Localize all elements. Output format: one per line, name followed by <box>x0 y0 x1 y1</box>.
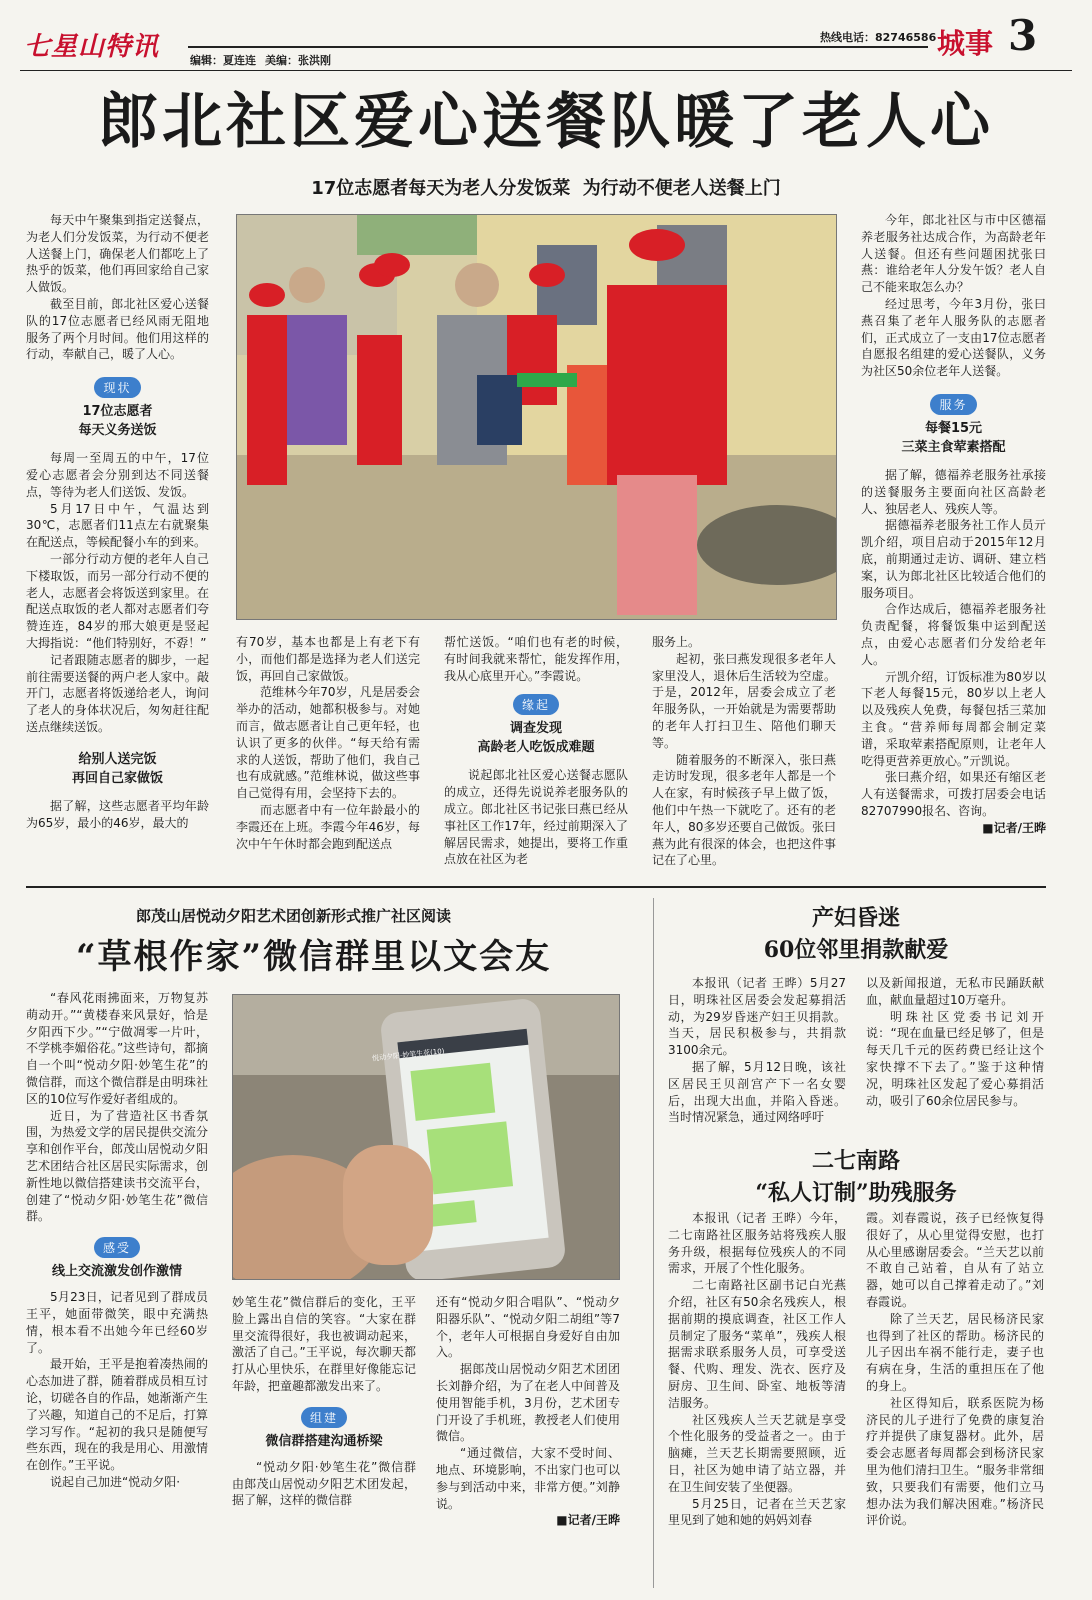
story4-headline-line: 二七南路 <box>811 1148 900 1174</box>
story2-paragraph: 据郎茂山居悦动夕阳艺术团团长刘静介绍，为了在老人中间普及使用智能手机，3月份，艺术团专门开设了手机班，教授老人们使用微信。 <box>436 1362 620 1444</box>
masthead <box>0 0 1092 72</box>
lead-paragraph: 随着服务的不断深入，张曰燕走访时发现，很多老年人都是一个人在家，有时候孩子早上做了饭，他们中午热一下就吃了。还有的老年人，80多岁还要自己做饭。张曰燕为此有很深的体会，也把这件事记在了心里。 <box>652 752 836 868</box>
paper-name-logo: 七星山特讯 <box>24 32 160 62</box>
subhead-line: 微信群搭建沟通桥梁 <box>265 1433 383 1449</box>
phone-screen-title: 悦动夕阳·妙笔生花(10) <box>371 1047 445 1063</box>
lead-headline: 郎北社区爱心送餐队暖了老人心 <box>98 87 994 157</box>
lead-paragraph: 每天中午聚集到指定送餐点，为老人们分发饭菜，为行动不便老人送餐上门，确保老人们都吃上了热乎的饭菜，他们再回家给自己家人做饭。 <box>26 213 209 295</box>
subhead-line: 线上交流激发创作激情 <box>51 1264 182 1280</box>
lead-paragraph: 合作达成后，德福养老服务社负责配餐，将餐饭集中运到配送点，由爱心志愿者们分发给老年人。 <box>861 602 1046 667</box>
story4-paragraph: 二七南路社区副书记白光燕介绍，社区有50余名残疾人，根据前期的摸底调查，社区工作人员制定了服务“菜单”，残疾人根据需求联系服务人员，可享受送餐、代购、理发、洗衣、医疗及厨房、卫生间、卧室、地板等清洁服务。 <box>668 1278 846 1410</box>
story2-col-3 <box>436 1294 620 1584</box>
section-tag-status: 现状 <box>94 377 140 398</box>
story3-headline-line: 产妇昏迷 <box>811 905 900 931</box>
designer-credit: 美编：张洪刚 <box>265 54 331 67</box>
lead-paragraph: 张曰燕介绍，如果还有缩区老人有送餐需求，可拨打居委会电话82707990报名、咨询。 <box>861 770 1046 818</box>
story4-col-2 <box>866 1210 1044 1588</box>
lead-col-1 <box>26 212 209 874</box>
story2-headline: “草根作家”微信群里以文会友 <box>76 937 552 977</box>
lead-paragraph: 5月17日中午，气温达到30℃，志愿者们11点左右就聚集在配送点，等候配餐小车的到来。 <box>26 501 209 550</box>
story4-headline <box>668 1145 1044 1209</box>
story4-headline-line: “私人订制”助残服务 <box>755 1180 957 1206</box>
story4-paragraph: 社区得知后，联系医院为杨济民的儿子进行了免费的康复治疗并提供了康复器材。此外，居委会志愿者每周都会到杨济民家里为他们清扫卫生。“服务非常细致，只要我们有需要，他们立马想办法为我们解决困难。”杨济民评价说。 <box>866 1395 1044 1528</box>
story3-paragraph: 明珠社区党委书记刘开说：“现在血量已经足够了，但是每天几千元的医药费已经让这个家快撑不下去了。”鉴于这种情况，明珠社区发起了爱心募捐活动，吸引了60余位居民参与。 <box>866 1009 1044 1108</box>
story4-paragraph: 社区残疾人兰天艺就是享受个性化服务的受益者之一。由于脑瘫，兰天艺长期需要照顾，近日，社区为她申请了站立器，并在卫生间安装了坐便器。 <box>668 1412 846 1494</box>
page-number: 3 <box>1008 11 1038 60</box>
lead-paragraph: 亓凯介绍，订饭标准为80岁以下老人每餐15元，80岁以上老人以及残疾人免费，每餐包括三菜加主食。“营养师每周都会制定菜谱，采取荤素搭配原则，让老年人吃得更营养更放心。”亓凯说。 <box>861 669 1046 768</box>
story2-kicker: 郎茂山居悦动夕阳艺术团创新形式推广社区阅读 <box>136 907 452 925</box>
subhead-line: 调查发现 <box>509 721 562 737</box>
subhead-line: 每餐15元 <box>924 420 983 436</box>
story3-paragraph: 据了解，5月12日晚，该社区居民王贝剖宫产下一名女婴后，出现大出血，并陷入昏迷。当时情况紧急，通过网络呼吁 <box>668 1059 846 1125</box>
section-tag-origin: 缘起 <box>513 694 559 715</box>
story2-byline: ■记者/王晔 <box>556 1513 620 1528</box>
story3-col-1 <box>668 975 846 1135</box>
lead-col-3 <box>444 634 628 874</box>
column-divider <box>653 898 654 1588</box>
lead-col-5 <box>861 212 1046 872</box>
lead-paragraph: 每周一至周五的中午，17位爱心志愿者会分别到达不同送餐点，等待为老人们送饭、发饭。 <box>26 451 209 499</box>
hotline: 热线电话：82746586 <box>820 31 937 44</box>
story4-paragraph: 除了兰天艺，居民杨济民家也得到了社区的帮助。杨济民的儿子因出车祸不能行走，妻子也有病在身，生活的重担压在了他的身上。 <box>866 1311 1044 1393</box>
story4-paragraph: 本报讯（记者 王晔）今年，二七南路社区服务站将残疾人服务升级，根据每位残疾人的不同需求，开展了个性化服务。 <box>668 1211 846 1276</box>
lead-paragraph: 而志愿者中有一位年龄最小的李霞还在上班。李霞今年46岁，每次中午午休时都会跑到配送点 <box>236 802 420 851</box>
subhead-line: 给别人送完饭 <box>78 751 157 767</box>
masthead-bottom-rule <box>20 70 1072 71</box>
story3-headline-line: 60位邻里捐款献爱 <box>763 937 949 963</box>
story2-col-2 <box>232 1294 416 1584</box>
section-tag-build: 组建 <box>301 1407 347 1428</box>
story3-col-2 <box>866 975 1044 1135</box>
story2-paragraph: 说起自己加进“悦动夕阳· <box>50 1474 181 1489</box>
lead-paragraph: 据了解，这些志愿者平均年龄为65岁，最小的46岁，最大的 <box>26 798 209 830</box>
subhead-line: 每天义务送饭 <box>78 423 157 439</box>
lead-byline: ■记者/王晔 <box>982 820 1046 835</box>
lead-paragraph: 范维林今年70岁，凡是居委会举办的活动，她都积极参与。对她而言，做志愿者让自己更年轻，也认识了更多的伙伴。“每天给有需求的人送饭，帮助了他们，我自己也有成就感。”范维林说，做这些事自己觉得有用，会坚持下去的。 <box>236 685 420 801</box>
story2-paragraph: 5月23日，记者见到了群成员王平，她面带微笑，眼中充满热情，根本看不出她今年已经60岁了。 <box>26 1290 208 1355</box>
lead-paragraph: 起初，张曰燕发现很多老年人家里没人，退休后生活较为空虚。于是，2012年，居委会成立了老年服务队，一开始就是为需要帮助的老年人打扫卫生、陪他们聊天等。 <box>652 651 836 750</box>
story2-paragraph: “春风花雨拂面来，万物复苏萌动开。”“黄楼春来风景好，恰是夕阳西下少。”“宁做凋零一片叶，不学桃李媚俗花。”这些诗句，都摘自一个叫“悦动夕阳·妙笔生花”的微信群，而这个微信群是由明珠社区的10位写作爱好者组成的。 <box>26 991 208 1106</box>
subhead-line: 三菜主食荤素搭配 <box>901 439 1006 455</box>
lead-paragraph: 说起郎北社区爱心送餐志愿队的成立，还得先说说养老服务队的成立。郎北社区书记张曰燕已经从事社区工作17年，经过前期深入了解居民需求，她提出，要将工作重点放在社区为老 <box>444 768 628 867</box>
lead-subhead: 17位志愿者每天为老人分发饭菜 为行动不便老人送餐上门 <box>311 178 781 199</box>
lead-paragraph: 经过思考，今年3月份，张曰燕召集了老年人服务队的志愿者们，正式成立了一支由17位志愿者自愿报名组建的爱心送餐队，义务为社区50余位老年人送餐。 <box>861 296 1046 379</box>
lead-paragraph: 今年，郎北社区与市中区德福养老服务社达成合作，为高龄老年人送餐。但还有些问题困扰张曰燕：谁给老年人分发午饭？老人自己不能来取怎么办？ <box>861 213 1046 295</box>
subhead-line: 17位志愿者 <box>82 404 153 420</box>
section-divider <box>26 886 1046 888</box>
story4-col-1 <box>668 1210 846 1588</box>
story4-paragraph: 霞。刘春霞说，孩子已经恢复得很好了，从心里觉得安慰，也打从心里感谢居委会。“兰天艺以前不敢自己站着，自从有了站立器，她可以自己撑着走动了。”刘春霞说。 <box>866 1211 1044 1309</box>
story3-paragraph: 本报讯（记者 王晔）5月27日，明珠社区居委会发起募捐活动，为29岁昏迷产妇王贝捐款。当天，居民积极参与，共捐款3100余元。 <box>668 976 846 1058</box>
lead-col-4 <box>652 634 836 874</box>
lead-paragraph: 据德福养老服务社工作人员亓凯介绍，项目启动于2015年12月底，前期通过走访、调研、建立档案，认为郎北社区比较适合他们的服务项目。 <box>861 518 1046 600</box>
lead-paragraph: 服务上。 <box>652 635 701 649</box>
story2-paragraph: 妙笔生花”微信群后的变化，王平脸上露出自信的笑容。“大家在群里交流得很好，我也被调动起来，激活了自己。”王平说，每次聊天都打从心里快乐，在群里好像能忘记年龄，把童趣都激发出来了。 <box>232 1295 416 1393</box>
story3-paragraph: 以及新闻报道，无私市民踊跃献血，献血量超过10万毫升。 <box>866 976 1044 1007</box>
story2-paragraph: 还有“悦动夕阳合唱队”、“悦动夕阳器乐队”、“悦动夕阳二胡组”等7个，老年人可根据自身爱好自由加入。 <box>436 1295 620 1360</box>
section-name: 城事 <box>937 27 994 60</box>
lead-paragraph: 帮忙送饭。“咱们也有老的时候，有时间我就来帮忙，能发挥作用，我从心底里开心。”李霞说。 <box>444 635 628 683</box>
volunteers-photo-illustration <box>237 215 837 620</box>
story3-headline <box>668 902 1044 966</box>
section-tag-service: 服务 <box>930 394 976 415</box>
subhead-line: 高龄老人吃饭成难题 <box>477 740 595 756</box>
phone-photo-illustration <box>233 995 620 1280</box>
section-tag-feeling: 感受 <box>94 1237 140 1258</box>
story2-paragraph: “通过微信，大家不受时间、地点、环境影响，不出家门也可以参与到活动中来，非常方便。”刘静说。 <box>436 1446 620 1511</box>
lead-paragraph: 有70岁，基本也都是上有老下有小，而他们都是选择为老人们送完饭，再回自己家做饭。 <box>236 635 420 683</box>
story4-paragraph: 5月25日，记者在兰天艺家里见到了她和她的妈妈刘春 <box>668 1496 846 1528</box>
lead-paragraph: 截至目前，郎北社区爱心送餐队的17位志愿者已经风雨无阻地服务了两个月时间。他们用这样的行动，奉献自己，暖了人心。 <box>26 296 209 362</box>
lead-paragraph: 一部分行动方便的老年人自己下楼取饭，而另一部分行动不便的老人，志愿者会将饭送到家里。在配送点取饭的老人都对志愿者们夸赞连连，84岁的邢大娘更是竖起大拇指说：“他们特别好，不孬！” <box>26 551 209 650</box>
lead-paragraph: 记者跟随志愿者的脚步，一起前往需要送餐的两户老人家中。敲开门，志愿者将饭递给老人，询问了老人的身体状况后，匆匆赶往配送点继续送饭。 <box>26 652 209 734</box>
editor-credit: 编辑：夏连连 <box>190 54 256 67</box>
lead-col-2 <box>236 634 420 874</box>
subhead-line: 再回自己家做饭 <box>71 770 163 786</box>
story2-photo-phone <box>232 994 620 1280</box>
story2-paragraph: 近日，为了营造社区书香氛围，为热爱文学的居民提供交流分享和创作平台，郎茂山居悦动夕阳艺术团结合社区居民实际需求，创新性地以微信搭建读书交流平台，创建了“悦动夕阳·妙笔生花”微信群。 <box>26 1108 208 1224</box>
story2-col-1 <box>26 990 208 1584</box>
masthead-rule <box>188 46 928 48</box>
lead-photo-volunteers <box>236 214 837 620</box>
story2-paragraph: “悦动夕阳·妙笔生花”微信群由郎茂山居悦动夕阳艺术团发起，据了解，这样的微信群 <box>232 1459 416 1508</box>
story2-paragraph: 最开始，王平是抱着凑热闹的心态加进了群，随着群成员相互讨论，切磋各自的作品，她渐渐产生了兴趣，知道自己的不足后，打算学习写作。“起初的我只是随便写些东西，现在的我是用心、用激情在创作。”王平说。 <box>26 1357 208 1473</box>
lead-paragraph: 据了解，德福养老服务社承接的送餐服务主要面向社区高龄老人、独居老人、残疾人等。 <box>861 467 1046 516</box>
